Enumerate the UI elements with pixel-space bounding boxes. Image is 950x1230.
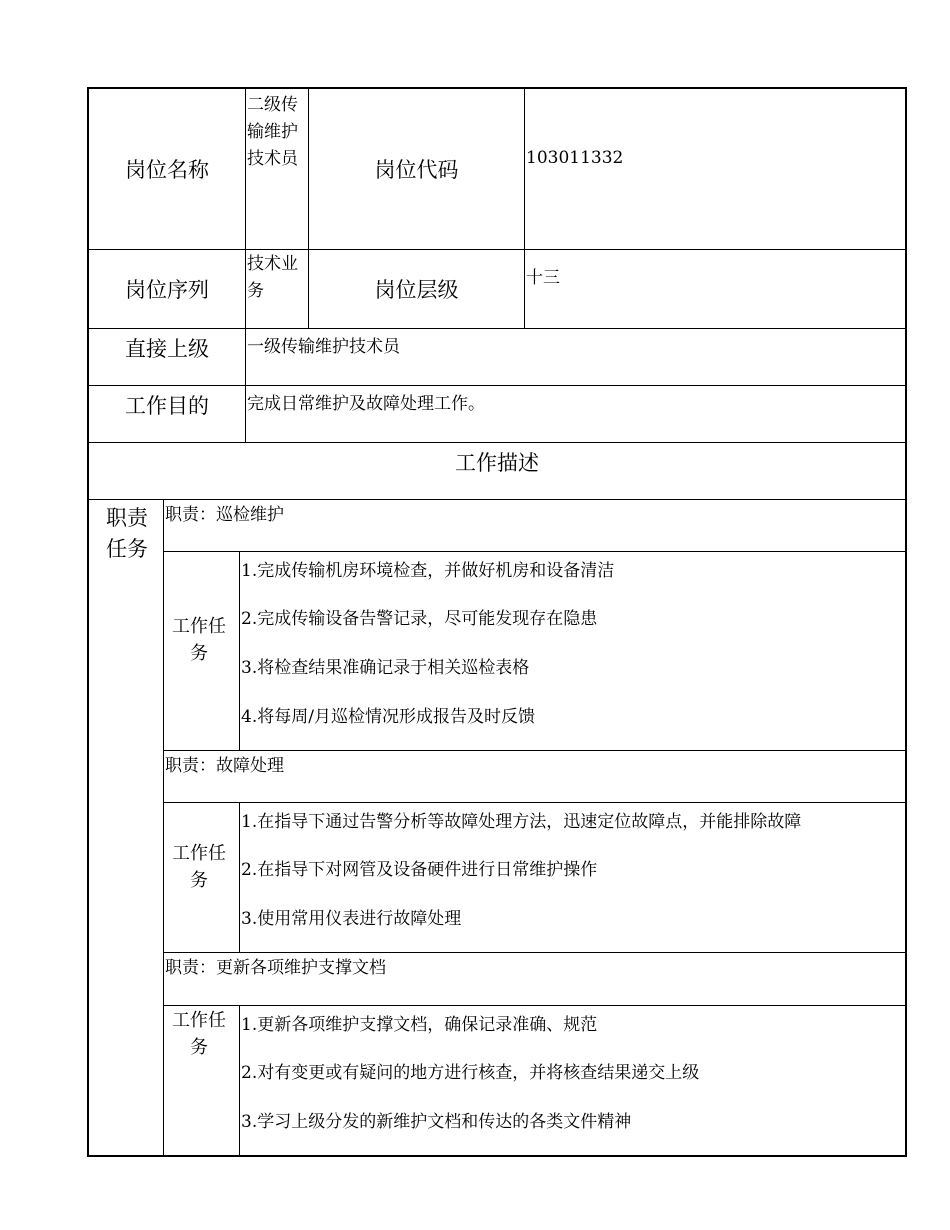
task-item: 3.使用常用仪表进行故障处理 (241, 909, 462, 929)
task-item: 4.将每周/月巡检情况形成报告及时反馈 (241, 707, 535, 727)
task-item: 1.更新各项维护支撑文档，确保记录准确、规范 (241, 1015, 598, 1035)
position-code-label: 岗位代码 (374, 158, 459, 182)
purpose-value: 完成日常维护及故障处理工作。 (247, 394, 485, 414)
task-item: 2.在指导下对网管及设备硬件进行日常维护操作 (241, 860, 598, 880)
level-label: 岗位层级 (374, 278, 459, 302)
purpose-label: 工作目的 (125, 394, 209, 418)
task-label: 工作任务 (172, 1010, 226, 1058)
sequence-value: 技术业务 (247, 254, 298, 301)
task-item: 2.完成传输设备告警记录，尽可能发现存在隐患 (241, 609, 598, 629)
description-title: 工作描述 (455, 451, 539, 475)
duty-title: 职责：更新各项维护支撑文档 (165, 958, 386, 978)
duty-title: 职责：故障处理 (165, 756, 284, 776)
duties-label: 职责任务 (106, 506, 148, 561)
task-item: 2.对有变更或有疑问的地方进行核查，并将核查结果递交上级 (241, 1063, 700, 1083)
sequence-label: 岗位序列 (125, 278, 209, 302)
task-label: 工作任务 (172, 843, 226, 891)
duty-title: 职责：巡检维护 (165, 505, 284, 525)
superior-value: 一级传输维护技术员 (247, 337, 400, 357)
level-value: 十三 (526, 268, 560, 288)
task-item: 3.学习上级分发的新维护文档和传达的各类文件精神 (241, 1112, 632, 1132)
position-name-label: 岗位名称 (125, 158, 209, 182)
position-code-value: 103011332 (526, 148, 624, 168)
task-label: 工作任务 (172, 616, 226, 664)
superior-label: 直接上级 (125, 337, 209, 361)
task-item: 3.将检查结果准确记录于相关巡检表格 (241, 658, 530, 678)
position-name-value: 二级传输维护技术员 (247, 95, 298, 169)
task-item: 1.完成传输机房环境检查，并做好机房和设备清洁 (241, 561, 615, 581)
task-item: 1.在指导下通过告警分析等故障处理方法，迅速定位故障点，并能排除故障 (241, 812, 802, 832)
